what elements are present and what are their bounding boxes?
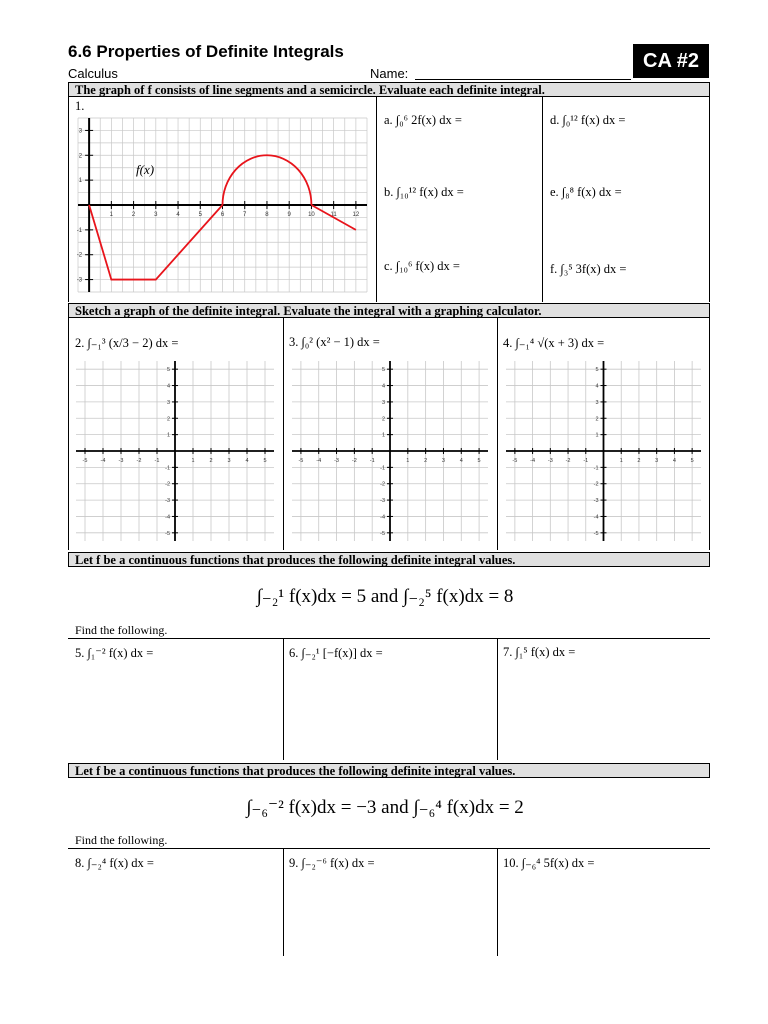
problem-8-expr: ∫₋₂⁴ f(x) dx = xyxy=(87,856,154,870)
section1-instruction: The graph of f consists of line segments and a semicircle. Evaluate each definite integral. xyxy=(68,82,710,97)
part-f xyxy=(550,262,626,277)
problem-6-expr: ∫₋₂¹ [−f(x)] dx = xyxy=(301,646,383,660)
y-tick-label: -4 xyxy=(593,514,599,521)
section2-left-border xyxy=(68,318,69,550)
y-tick-label: -3 xyxy=(76,277,83,284)
problem-4-expr: ∫₋₁⁴ √(x + 3) dx = xyxy=(515,336,605,350)
graph-grid-problem-2[interactable] xyxy=(70,355,280,547)
part-f-letter: f. xyxy=(550,262,558,276)
x-tick-label: 3 xyxy=(655,458,659,464)
graph-f-piecewise xyxy=(70,110,375,300)
part-a xyxy=(384,113,462,128)
y-tick-label: 3 xyxy=(381,399,385,406)
x-tick-label: 3 xyxy=(227,458,231,464)
y-tick-label: -2 xyxy=(165,481,170,488)
x-tick-label: -1 xyxy=(154,458,160,464)
y-tick-label: 1 xyxy=(78,178,83,185)
problem-3-number: 3. xyxy=(289,335,299,349)
graph-grid-problem-3[interactable] xyxy=(286,355,494,547)
section2-divider-1 xyxy=(283,318,284,550)
x-tick-label: 7 xyxy=(243,212,247,218)
name-label: Name: xyxy=(370,66,409,81)
x-tick-label: -2 xyxy=(351,458,357,464)
y-tick-label: -1 xyxy=(380,465,385,472)
part-b xyxy=(384,185,464,200)
x-tick-label: 2 xyxy=(424,458,428,464)
x-tick-label: 10 xyxy=(308,212,315,218)
section3-given-values: ∫₋₂¹ f(x)dx = 5 and ∫₋₂⁵ f(x)dx = 8 xyxy=(256,586,514,607)
y-tick-label: -4 xyxy=(165,514,170,521)
x-tick-label: 3 xyxy=(154,212,158,218)
x-tick-label: -4 xyxy=(530,458,536,464)
part-e-letter: e. xyxy=(550,185,559,199)
x-tick-label: 4 xyxy=(672,458,676,464)
section2-divider-2 xyxy=(497,318,498,550)
x-tick-label: 4 xyxy=(245,458,249,464)
x-tick-label: 2 xyxy=(637,458,641,464)
y-tick-label: 5 xyxy=(166,367,170,374)
part-b-letter: b. xyxy=(384,185,394,199)
part-e-expr: ∫₈⁸ f(x) dx = xyxy=(561,185,622,199)
course-label: Calculus xyxy=(68,66,118,81)
y-tick-label: 3 xyxy=(166,399,170,406)
x-tick-label: 1 xyxy=(191,458,195,464)
x-tick-label: 2 xyxy=(209,458,213,464)
y-tick-label: 2 xyxy=(166,416,170,423)
y-tick-label: 4 xyxy=(381,383,385,390)
y-tick-label: 1 xyxy=(595,432,599,439)
x-tick-label: 4 xyxy=(176,212,180,218)
problem-8-number: 8. xyxy=(75,856,85,870)
part-a-letter: a. xyxy=(384,113,393,127)
part-c-expr: ∫₁₀⁶ f(x) dx = xyxy=(395,259,460,273)
x-tick-label: -3 xyxy=(118,458,124,464)
problem-5 xyxy=(75,645,153,661)
x-tick-label: 12 xyxy=(352,212,360,218)
problem-2-number: 2. xyxy=(75,336,85,350)
part-f-expr: ∫₃⁵ 3f(x) dx = xyxy=(560,262,627,276)
section3-instruction: Let f be a continuous functions that produces the following definite integral values. xyxy=(68,552,710,567)
graph-grid-problem-4[interactable] xyxy=(500,355,707,547)
problem-6-number: 6. xyxy=(289,646,299,660)
y-tick-label: -2 xyxy=(76,252,83,259)
y-tick-label: 2 xyxy=(595,416,599,423)
x-tick-label: 4 xyxy=(459,458,463,464)
problem-10-expr: ∫₋₆⁴ 5f(x) dx = xyxy=(521,856,595,870)
section3-top-rule xyxy=(68,638,710,639)
y-tick-label: -4 xyxy=(380,514,385,521)
y-tick-label: -2 xyxy=(593,481,599,488)
y-tick-label: -2 xyxy=(380,481,385,488)
y-tick-label: 3 xyxy=(78,128,83,135)
y-tick-label: -5 xyxy=(380,530,385,537)
problem-9-expr: ∫₋₂⁻⁶ f(x) dx = xyxy=(301,856,375,870)
x-tick-label: -2 xyxy=(136,458,142,464)
problem-7 xyxy=(503,645,575,660)
x-tick-label: -5 xyxy=(82,458,88,464)
y-tick-label: 2 xyxy=(381,416,385,423)
graph-f-label: f(x) xyxy=(136,162,155,177)
problem-10 xyxy=(503,855,594,871)
problem-5-expr: ∫₁⁻² f(x) dx = xyxy=(87,646,154,660)
x-tick-label: 2 xyxy=(131,212,136,218)
section4-divider-1 xyxy=(283,848,284,956)
x-tick-label: 5 xyxy=(263,458,267,464)
y-tick-label: 2 xyxy=(78,153,83,160)
section3-divider-1 xyxy=(283,638,284,760)
y-tick-label: -5 xyxy=(593,530,599,537)
x-tick-label: 1 xyxy=(619,458,623,464)
page-title: 6.6 Properties of Definite Integrals xyxy=(68,42,344,61)
y-tick-label: -1 xyxy=(76,227,83,234)
x-tick-label: -4 xyxy=(316,458,322,464)
section1-divider-2 xyxy=(542,97,543,302)
section3-divider-2 xyxy=(497,638,498,760)
part-c-letter: c. xyxy=(384,259,393,273)
x-tick-label: -3 xyxy=(334,458,339,464)
part-a-expr: ∫₀⁶ 2f(x) dx = xyxy=(395,113,462,127)
problem-3 xyxy=(289,335,380,350)
problem-6 xyxy=(289,645,383,661)
y-tick-label: 3 xyxy=(595,399,599,406)
problem-7-number: 7. xyxy=(503,645,513,659)
problem-2 xyxy=(75,335,178,351)
section2-instruction: Sketch a graph of the definite integral. Evaluate the integral with a graphing calculator. xyxy=(68,303,710,318)
x-tick-label: -5 xyxy=(298,458,304,464)
y-tick-label: 5 xyxy=(595,367,599,374)
problem-10-number: 10. xyxy=(503,856,519,870)
y-tick-label: 1 xyxy=(381,432,385,439)
problem-2-expr: ∫₋₁³ (x/3 − 2) dx = xyxy=(87,336,179,350)
y-tick-label: -1 xyxy=(593,465,599,472)
problem-8 xyxy=(75,855,154,871)
problem-9 xyxy=(289,855,375,871)
x-tick-label: 8 xyxy=(265,212,269,218)
part-d-expr: ∫₀¹² f(x) dx = xyxy=(562,113,626,127)
section4-find-label: Find the following. xyxy=(75,833,168,847)
x-tick-label: 11 xyxy=(330,212,337,218)
problem-4-number: 4. xyxy=(503,336,513,350)
part-d-letter: d. xyxy=(550,113,560,127)
y-tick-label: 5 xyxy=(381,367,385,374)
x-tick-label: 1 xyxy=(406,458,410,464)
problem-5-number: 5. xyxy=(75,646,85,660)
section2-right-border xyxy=(709,318,710,550)
section4-top-rule xyxy=(68,848,710,849)
assignment-badge: CA #2 xyxy=(633,44,709,78)
section1-left-border xyxy=(68,97,69,302)
x-tick-label: 6 xyxy=(220,212,225,218)
part-d xyxy=(550,113,625,128)
section4-instruction: Let f be a continuous functions that produces the following definite integral values. xyxy=(68,763,710,778)
problem-1-number: 1. xyxy=(75,99,85,113)
part-b-expr: ∫₁₀¹² f(x) dx = xyxy=(396,185,464,199)
y-tick-label: -3 xyxy=(593,498,599,505)
part-e xyxy=(550,185,622,200)
x-tick-label: -5 xyxy=(512,458,518,464)
x-tick-label: 3 xyxy=(441,458,445,464)
section3-find-label: Find the following. xyxy=(75,623,168,637)
problem-3-expr: ∫₀² (x² − 1) dx = xyxy=(301,335,380,349)
section1-divider-1 xyxy=(376,97,377,302)
y-tick-label: -3 xyxy=(380,498,385,505)
x-tick-label: -1 xyxy=(369,458,375,464)
section1-right-border xyxy=(709,97,710,302)
x-tick-label: 1 xyxy=(109,212,114,218)
x-tick-label: -4 xyxy=(100,458,106,464)
x-tick-label: 5 xyxy=(477,458,481,464)
y-tick-label: 1 xyxy=(166,432,170,439)
x-tick-label: -3 xyxy=(547,458,553,464)
part-c xyxy=(384,259,460,274)
problem-4 xyxy=(503,335,604,351)
section4-divider-2 xyxy=(497,848,498,956)
y-tick-label: -3 xyxy=(165,498,170,505)
section4-given-values: ∫₋₆⁻² f(x)dx = −3 and ∫₋₆⁴ f(x)dx = 2 xyxy=(246,797,524,818)
y-tick-label: -1 xyxy=(165,465,170,472)
y-tick-label: 4 xyxy=(595,383,599,390)
x-tick-label: 5 xyxy=(198,212,202,218)
y-tick-label: -5 xyxy=(165,530,170,537)
x-tick-label: 5 xyxy=(690,458,694,464)
x-tick-label: -2 xyxy=(565,458,571,464)
x-tick-label: 9 xyxy=(287,212,291,218)
name-input-line[interactable] xyxy=(415,79,631,80)
problem-7-expr: ∫₁⁵ f(x) dx = xyxy=(515,645,576,659)
problem-9-number: 9. xyxy=(289,856,299,870)
x-tick-label: -1 xyxy=(583,458,589,464)
y-tick-label: 4 xyxy=(166,383,170,390)
